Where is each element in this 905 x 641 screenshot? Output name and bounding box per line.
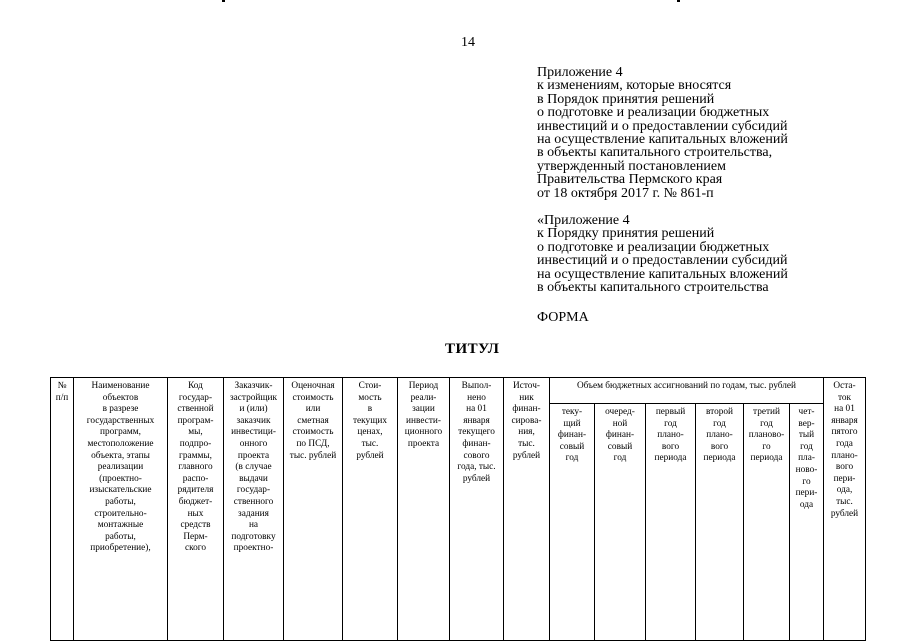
subheader-plan-year-1: первый год плано- вого периода [646,404,696,641]
header-source: Источ- ник финан- сирова- ния, тыс. рублей [504,378,550,641]
scan-edge-mark [677,0,680,2]
appendix-line: к изменениям, которые вносятся [537,78,732,94]
header-cost: Стои- мость в текущих ценах, тыс. рублей [343,378,398,641]
header-done: Выпол- нено на 01 января текущего финан- сового года, тыс. рублей [450,378,504,641]
subheader-current-year: теку- щий финан- совый год [550,404,595,641]
title-form-table [50,377,866,641]
subheader-plan-year-4: чет- вер- тый год пла- ново- го пери- ода [790,404,824,641]
header-remainder: Оста- ток на 01 января пятого года плано- вого пери- ода, тыс. рублей [824,378,866,641]
scan-edge-mark [222,0,225,2]
subheader-plan-year-3: третий год планово- го периода [744,404,790,641]
appendix-line: от 18 октября 2017 г. № 861-п [537,185,714,201]
appendix-line: «Приложение 4 [537,213,630,228]
document-title: ТИТУЛ [445,341,500,357]
appendix-line: в объекты капитального строительства [537,280,769,296]
header-customer: Заказчик- застройщик и (или) заказчик инвестици- онного проекта (в случае выдачи государ- ственного задания на подготовку проектно- [224,378,284,641]
form-label: ФОРМА [537,310,589,325]
appendix-line: на осуществление капитальных вложений [537,132,788,148]
appendix-line: о подготовке и реализации бюджетных [537,105,770,121]
subheader-next-year: очеред- ной финан- совый год [595,404,646,641]
appendix-order-header [537,214,897,294]
header-period: Период реали- зации инвести- ционного проекта [398,378,450,641]
appendix-line: к Порядку принятия решений [537,226,715,242]
appendix-line: инвестиций и о предоставлении субсидий [537,118,788,134]
appendix-line: в объекты капитального строительства, [537,145,773,161]
appendix-line: на осуществление капитальных вложений [537,266,788,282]
header-volume-group: Объем бюджетных ассигнований по годам, тыс. рублей [550,378,824,404]
page-number: 14 [461,35,475,50]
appendix-line: утвержденный постановлением [537,158,726,174]
appendix-line: Приложение 4 [537,65,623,80]
appendix-line: инвестиций и о предоставлении субсидий [537,253,788,269]
header-name: Наименование объектов в разрезе государственных программ, местоположение объекта, этапы реализации (проектно- изыскательские работы, строительно- монтажные работы, приобретение), [74,378,168,641]
appendix-line: Правительства Пермского края [537,172,723,188]
subheader-plan-year-2: второй год плано- вого периода [696,404,744,641]
header-estimated-cost: Оценочная стоимость или сметная стоимость по ПСД, тыс. рублей [284,378,343,641]
appendix-line: о подготовке и реализации бюджетных [537,239,770,255]
appendix-line: в Порядок принятия решений [537,91,715,107]
header-num: № п/п [51,378,74,641]
header-code: Код государ- ственной програм- мы, подпро- граммы, главного распо- рядителя бюджет- ных средств Перм- ского [168,378,224,641]
appendix-amendment-header [537,66,897,200]
